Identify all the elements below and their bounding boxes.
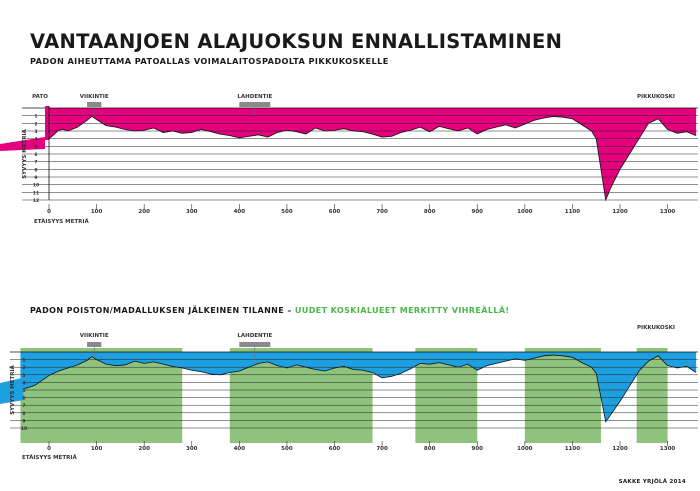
panel1-x-tick-label: 800 (423, 209, 436, 215)
panel1-x-tick-label: 900 (471, 209, 483, 215)
panel2-bridge-bar (239, 342, 270, 347)
section2-subtitle-prefix: PADON POISTON/MADALLUKSEN JÄLKEINEN TILANNE – (30, 306, 295, 315)
panel2-x-tick-label: 400 (233, 446, 246, 452)
panel1-y-tick-label: 12 (32, 199, 40, 204)
panel1-x-tick-label: 1200 (612, 209, 628, 215)
panel2-x-tick-label: 100 (90, 446, 103, 452)
panel2-x-tick-label: 200 (138, 446, 150, 452)
panel2-x-tick-label: 1200 (612, 446, 628, 452)
panel1-y-tick-label: 1 (34, 114, 38, 120)
panel1-y-tick-label: 7 (34, 160, 38, 166)
panel1-y-axis-label: SYVYYS METRIÄ (22, 129, 28, 179)
panel1-x-tick-label: 200 (138, 209, 150, 215)
panel2-y-tick-label: 10 (20, 427, 28, 432)
panel1-y-tick-label: 8 (34, 168, 38, 174)
panel2-x-tick-label: 500 (281, 446, 293, 452)
panel1-dam-wall (45, 106, 49, 140)
panel1-x-tick-label: 400 (233, 209, 246, 215)
panel1-label-lahdentie: LAHDENTIE (237, 94, 273, 100)
panel2-x-tick-label: 600 (328, 446, 341, 452)
panel2-y-tick-label: 2 (22, 366, 26, 372)
section2-subtitle-highlight: UUDET KOSKIALUEET MERKITTY VIHREÄLLÄ! (294, 306, 510, 315)
panel1-x-tick-label: 1100 (564, 209, 581, 215)
panel2-x-tick-label: 700 (376, 446, 388, 452)
panel1-x-tick-label: 100 (90, 209, 103, 215)
panel1-label-viikintie: VIIKINTIE (79, 94, 109, 100)
panel1-label-pikkukoski: PIKKUKOSKI (637, 94, 675, 100)
panel2-y-tick-label: 3 (22, 373, 26, 379)
panel1-x-tick-label: 700 (376, 209, 388, 215)
panel2-y-tick-label: 7 (22, 404, 26, 410)
panel1-y-tick-label: 4 (34, 137, 38, 143)
panel1-y-tick-label: 9 (34, 176, 38, 181)
panel2-y-tick-label: 1 (22, 358, 26, 364)
panel2-x-tick-label: 1300 (659, 446, 676, 452)
panel2-group (0, 342, 698, 446)
panel1-y-tick-label: 5 (34, 145, 38, 151)
panel1-x-tick-label: 1000 (517, 209, 533, 215)
panel2-x-axis-label: ETÄISYYS METRIÄ (22, 455, 77, 461)
panel2-label-pikkukoski: PIKKUKOSKI (637, 325, 675, 331)
panel1-group (0, 102, 698, 209)
panel2-bridge-bar (87, 342, 101, 347)
panel2-y-axis-label: SYVYYS METRIÄ (10, 365, 16, 415)
panel2-x-tick-label: 900 (471, 446, 483, 452)
panel1-bridge-bar (87, 102, 101, 107)
panel1-x-axis-label: ETÄISYYS METRIÄ (34, 219, 89, 225)
panel1-x-tick-label: 0 (47, 209, 51, 215)
panel2-x-tick-label: 1100 (564, 446, 581, 452)
panel1-y-tick-label: 11 (32, 191, 40, 197)
panel1-y-tick-label: 2 (34, 122, 38, 128)
panel2-y-tick-label: 6 (22, 396, 26, 402)
panel1-x-tick-label: 600 (328, 209, 341, 215)
panel1-x-tick-label: 300 (186, 209, 198, 215)
panel2-y-tick-label: 9 (22, 419, 26, 425)
panel2-y-tick-label: 4 (22, 381, 26, 387)
credit: SAKKE YRJÖLÄ 2014 (618, 479, 686, 485)
panel1-y-tick-label: 3 (34, 130, 38, 135)
panel1-label-pato: PATO (32, 94, 48, 100)
panel1-x-tick-label: 500 (281, 209, 293, 215)
panel2-x-tick-label: 300 (186, 446, 198, 452)
panel2-y-tick-label: 5 (22, 389, 26, 394)
panel2-x-tick-label: 1000 (517, 446, 533, 452)
panel1-x-tick-label: 1300 (659, 209, 676, 215)
panel2-label-viikintie: VIIKINTIE (79, 333, 109, 339)
page-subtitle: PADON AIHEUTTAMA PATOALLAS VOIMALAITOSPADOLTA PIKKUKOSKELLE (30, 56, 389, 66)
panel1-y-tick-label: 10 (32, 183, 40, 189)
panel2-label-lahdentie: LAHDENTIE (237, 333, 273, 339)
panel2-x-tick-label: 0 (47, 446, 51, 452)
panel1-bridge-bar (239, 102, 270, 107)
panel2-y-tick-label: 8 (22, 411, 26, 417)
page-title: VANTAANJOEN ALAJUOKSUN ENNALLISTAMINEN (30, 30, 563, 53)
panel1-y-tick-label: 6 (34, 153, 38, 158)
panel2-x-tick-label: 800 (423, 446, 436, 452)
